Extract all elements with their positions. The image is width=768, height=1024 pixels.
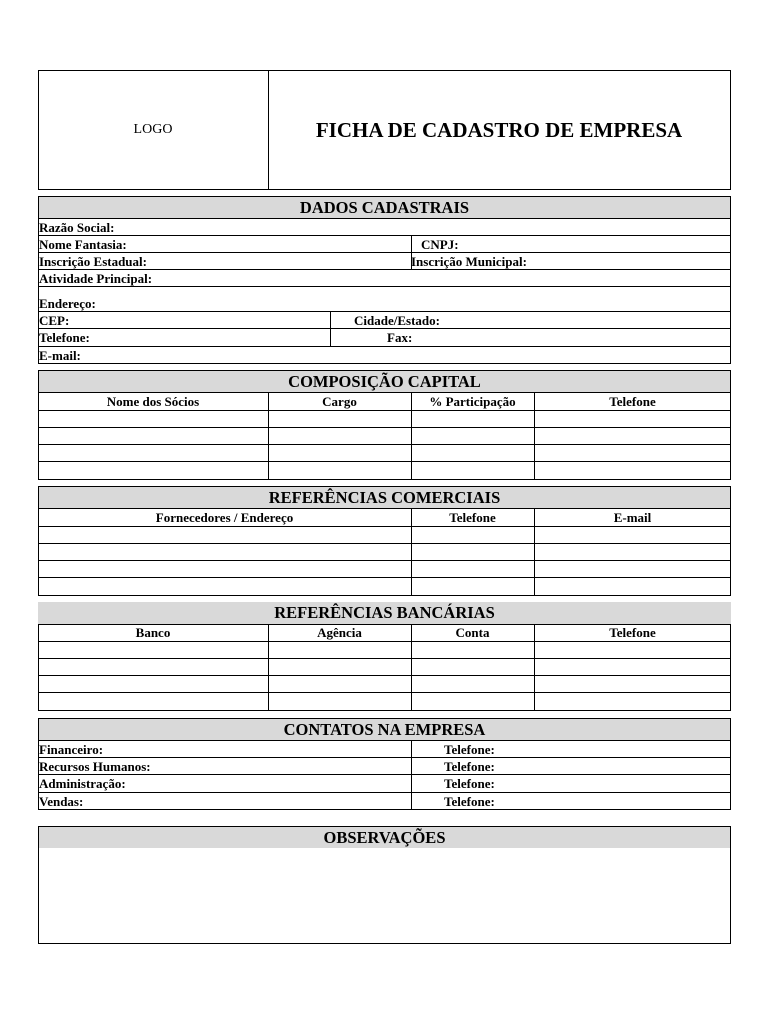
divider bbox=[38, 427, 731, 428]
divider bbox=[38, 235, 731, 236]
col-header: Fornecedores / Endereço bbox=[155, 510, 294, 525]
page-title: FICHA DE CADASTRO DE EMPRESA bbox=[315, 118, 683, 142]
divider bbox=[38, 218, 731, 219]
dados-title: DADOS CADASTRAIS bbox=[39, 197, 730, 218]
contact-phone-label: Telefone: bbox=[444, 759, 495, 774]
divider bbox=[38, 444, 731, 445]
contact-label: Vendas: bbox=[39, 794, 84, 809]
observacoes-title: OBSERVAÇÕES bbox=[39, 827, 730, 848]
contact-phone-label: Telefone: bbox=[444, 794, 495, 809]
fax-label: Fax: bbox=[387, 330, 413, 345]
contact-label: Recursos Humanos: bbox=[39, 759, 151, 774]
divider bbox=[38, 740, 731, 741]
col-header: Banco bbox=[135, 625, 171, 640]
nome-fantasia-label: Nome Fantasia: bbox=[39, 237, 127, 252]
divider bbox=[38, 792, 731, 793]
razao-social-label: Razão Social: bbox=[39, 220, 115, 235]
divider bbox=[330, 311, 331, 346]
col-header: Telefone bbox=[609, 625, 656, 640]
col-header: Agência bbox=[317, 625, 362, 640]
divider bbox=[38, 461, 731, 462]
contact-phone-label: Telefone: bbox=[444, 742, 495, 757]
divider bbox=[38, 692, 731, 693]
inscricao-estadual-label: Inscrição Estadual: bbox=[39, 254, 147, 269]
contact-phone-label: Telefone: bbox=[444, 776, 495, 791]
logo-placeholder: LOGO bbox=[133, 122, 173, 137]
contact-label: Administração: bbox=[39, 776, 126, 791]
inscricao-municipal-label: Inscrição Municipal: bbox=[411, 254, 527, 269]
cnpj-label: CNPJ: bbox=[421, 237, 459, 252]
atividade-principal-label: Atividade Principal: bbox=[39, 271, 153, 286]
divider bbox=[38, 526, 731, 527]
composicao-title: COMPOSIÇÃO CAPITAL bbox=[39, 371, 730, 392]
divider bbox=[38, 675, 731, 676]
contact-label: Financeiro: bbox=[39, 742, 104, 757]
col-header: % Participação bbox=[429, 394, 516, 409]
col-header: Cargo bbox=[322, 394, 357, 409]
divider bbox=[38, 641, 731, 642]
comerciais-title: REFERÊNCIAS COMERCIAIS bbox=[39, 487, 730, 508]
cidade-estado-label: Cidade/Estado: bbox=[354, 313, 440, 328]
bancarias-title: REFERÊNCIAS BANCÁRIAS bbox=[38, 602, 731, 624]
col-header: Telefone bbox=[609, 394, 656, 409]
divider bbox=[38, 658, 731, 659]
divider bbox=[38, 410, 731, 411]
divider bbox=[411, 740, 412, 810]
divider bbox=[38, 543, 731, 544]
divider bbox=[38, 577, 731, 578]
contatos-title: CONTATOS NA EMPRESA bbox=[39, 719, 730, 740]
endereco-label: Endereço: bbox=[39, 296, 96, 311]
telefone-label: Telefone: bbox=[39, 330, 90, 345]
col-header: E-mail bbox=[613, 510, 652, 525]
email-label: E-mail: bbox=[39, 348, 81, 363]
col-header: Telefone bbox=[449, 510, 496, 525]
cep-label: CEP: bbox=[39, 313, 70, 328]
divider bbox=[38, 346, 731, 347]
observacoes-area[interactable] bbox=[39, 848, 730, 943]
divider bbox=[38, 560, 731, 561]
col-header: Conta bbox=[455, 625, 490, 640]
col-header: Nome dos Sócios bbox=[106, 394, 200, 409]
